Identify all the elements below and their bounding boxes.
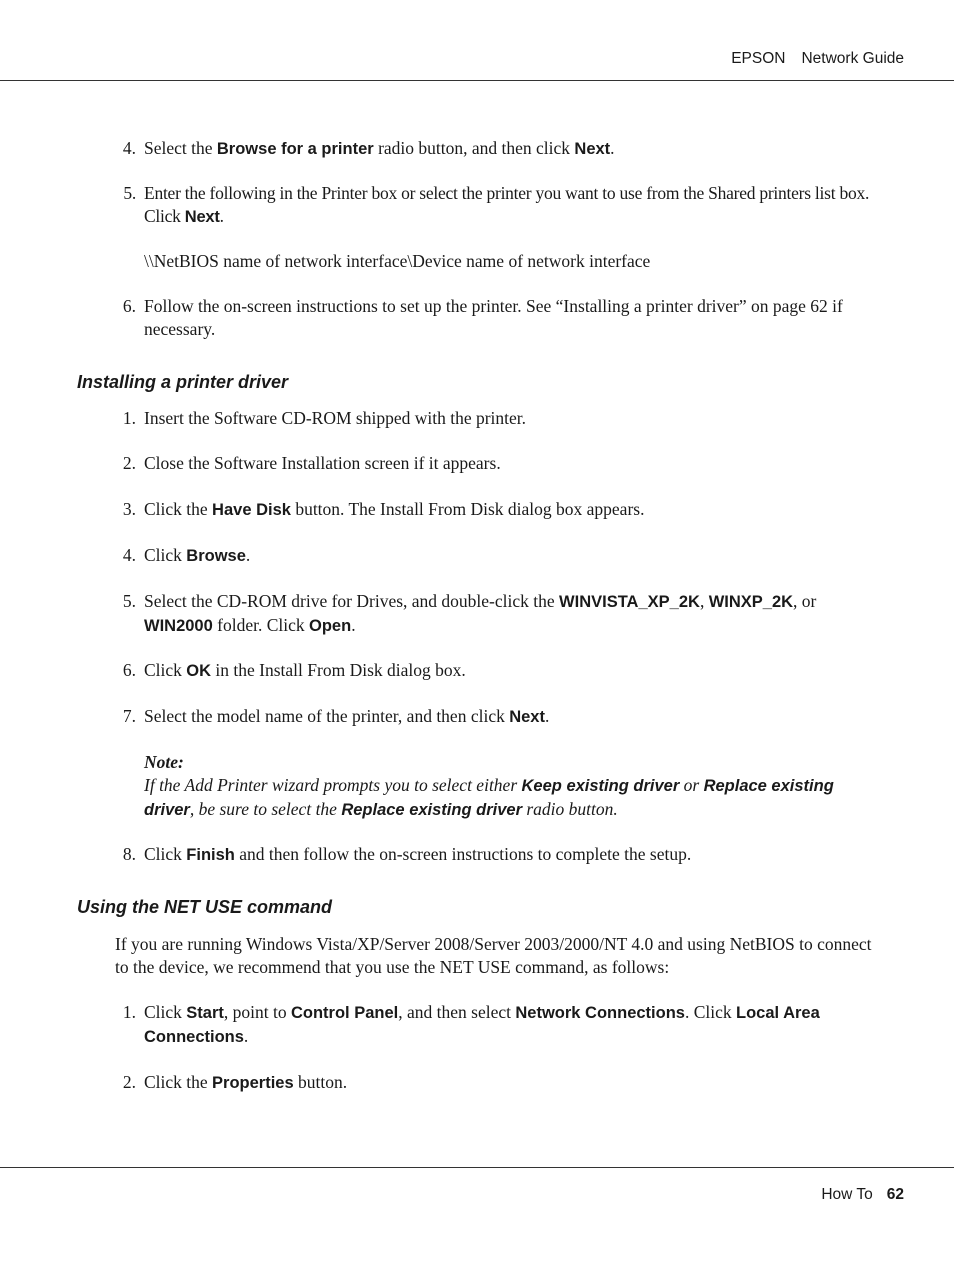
list-item: 2. Close the Software Installation screen if it appears. <box>122 453 501 473</box>
footer-section: How To <box>821 1186 873 1203</box>
list-item: 4. Click Browse. <box>122 545 251 565</box>
section-heading-net-use: Using the NET USE command <box>77 897 333 917</box>
footer-rule <box>0 1167 954 1168</box>
section-heading-installing-driver: Installing a printer driver <box>77 372 289 392</box>
note-block <box>144 751 884 822</box>
list-item: 2. Click the Properties button. <box>122 1072 348 1092</box>
page-number: 62 <box>886 1186 904 1203</box>
list-item: 6. Click OK in the Install From Disk dialog box. <box>122 660 466 680</box>
list-item: 7. Select the model name of the printer, and then click Next. <box>122 706 550 726</box>
list-item: 1. Click Start, point to Control Panel, and then select Network Connections. Click Local Area Connections. <box>122 1002 820 1046</box>
running-header <box>731 50 904 68</box>
list-item: 5. Enter the following in the Printer box or select the printer you want to use from the Shared printers list box. Click Next. <box>123 183 870 226</box>
section-intro: If you are running Windows Vista/XP/Server 2008/Server 2003/2000/NT 4.0 and using NetBIOS to connect to the device, we recommend that you use the NET USE command, as follows: <box>115 934 872 977</box>
header-rule <box>0 80 954 81</box>
list-item: 4. Select the Browse for a printer radio button, and then click Next. <box>122 138 615 158</box>
list-item: 3. Click the Have Disk button. The Install From Disk dialog box appears. <box>122 499 645 519</box>
note-text: If the Add Printer wizard prompts you to select either Keep existing driver or Replace existing driver, be sure to select the Replace existing driver radio button. <box>144 775 834 819</box>
network-path-text: \\NetBIOS name of network interface\Device name of network interface <box>144 251 651 271</box>
header-guide-title: Network Guide <box>801 50 904 67</box>
list-item: 6. Follow the on-screen instructions to set up the printer. See “Installing a printer driver” on page 62 if necessary. <box>122 296 843 339</box>
running-footer <box>821 1186 904 1204</box>
list-item: 5. Select the CD-ROM drive for Drives, and double-click the WINVISTA_XP_2K, WINXP_2K, or WIN2000 folder. Click Open. <box>122 591 817 635</box>
note-label: Note: <box>144 752 184 772</box>
header-brand: EPSON <box>731 50 786 67</box>
list-item: 8. Click Finish and then follow the on-screen instructions to complete the setup. <box>122 844 692 864</box>
list-item: 1. Insert the Software CD-ROM shipped with the printer. <box>122 408 527 428</box>
